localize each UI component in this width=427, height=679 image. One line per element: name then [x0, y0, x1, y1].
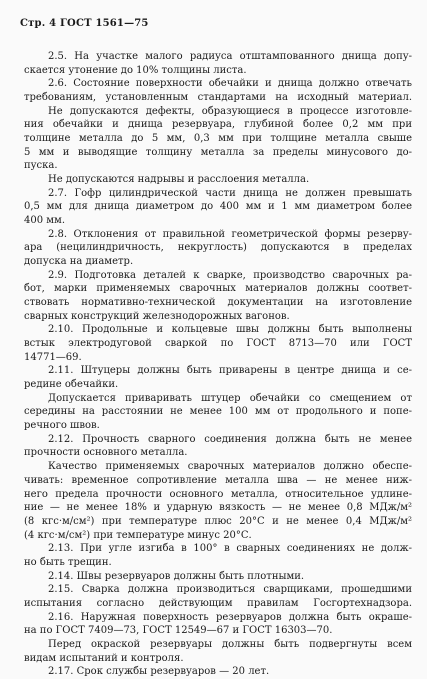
text-line: 2.15. Сварка должна производиться сварщиками, прошедшими	[48, 584, 412, 596]
text-line: 2.9. Подготовка деталей к сварке, производство сварочных ра-	[48, 269, 412, 281]
text-line: на по ГОСТ 7409—73, ГОСТ 12549—67 и ГОСТ 16303—70.	[24, 625, 333, 637]
text-line: сварных конструкций железнодорожных вагонов.	[24, 310, 290, 322]
text-line: (8 кгс·м/см²) при температуре плюс 20°С и не менее 0,4 МДж/м²	[24, 515, 412, 527]
text-line: пуска.	[24, 160, 58, 172]
text-line: скается утонение до 10% толщины листа.	[24, 64, 247, 76]
text-line: 5 мм и выводящие толщину металла за пределы минусового до-	[24, 146, 412, 158]
text-line: Качество применяемых сварочных материалов должно обеспе-	[48, 461, 412, 473]
text-line: требованиям, установленным стандартами на исходный материал.	[24, 92, 412, 104]
text-line: чивать: временное сопротивление металла шва — не менее ниж-	[24, 474, 412, 486]
text-line: 2.10. Продольные и кольцевые швы должны быть выполнены	[48, 324, 412, 336]
text-line: 400 мм.	[24, 215, 66, 227]
text-line: 2.16. Наружная поверхность резервуаров должна быть окраше-	[48, 611, 412, 623]
document-body	[24, 50, 412, 679]
text-line: ара (нецилиндричность, некруглость) допускаются в пределах	[24, 242, 412, 254]
text-line: толщине металла до 5 мм, 0,3 мм при толщине металла свыше	[24, 133, 412, 145]
text-line: Допускается приваривать штуцер обечайки со смещением от	[48, 392, 412, 404]
text-line: речного швов.	[24, 420, 100, 432]
text-line: 2.8. Отклонения от правильной геометрической формы резерву-	[48, 228, 412, 240]
text-line: 2.11. Штуцеры должны быть приварены в центре днища и се-	[48, 365, 412, 377]
text-line: испытания согласно действующим правилам Госгортехнадзора.	[24, 597, 412, 609]
text-line: видам испытаний и контроля.	[24, 652, 184, 664]
text-line: прочности основного металла.	[24, 447, 188, 459]
text-line: 2.17. Срок службы резервуаров — 20 лет.	[48, 666, 270, 678]
text-line: бот, марки применяемых сварочных материалов должны соответ-	[24, 283, 412, 295]
text-line: ствовать нормативно-технической документации на изготовление	[24, 297, 412, 309]
text-line: допуска на диаметр.	[24, 256, 134, 268]
text-line: 0,5 мм для днища диаметром до 400 мм и 1 мм диаметром более	[24, 201, 412, 213]
text-line: 14771—69.	[24, 351, 82, 363]
text-line: (4 кгс·м/см²) при температуре минус 20°С.	[24, 529, 252, 541]
text-line: ние — не менее 18% и ударную вязкость — не менее 0,8 МДж/м²	[24, 502, 412, 514]
text-line: Не допускаются дефекты, образующиеся в процессе изготовле-	[48, 105, 412, 117]
text-line: Перед окраской резервуары должны быть подвергнуты всем	[48, 638, 412, 650]
page-header: Стр. 4 ГОСТ 1561—75	[20, 18, 149, 29]
text-line: 2.14. Швы резервуаров должны быть плотными.	[48, 570, 305, 582]
text-line: середины на расстоянии не менее 100 мм от продольного и попе-	[24, 406, 412, 418]
text-line: Не допускаются надрывы и расслоения металла.	[48, 174, 310, 186]
text-line: 2.5. На участке малого радиуса отштампованного днища допу-	[48, 51, 412, 62]
text-line: ния обечайки и днища резервуара, глубиной более 0,2 мм при	[24, 119, 412, 131]
text-line: 2.6. Состояние поверхности обечайки и днища должно отвечать	[48, 78, 412, 90]
text-line: 2.7. Гофр цилиндрической части днища не должен превышать	[48, 187, 412, 199]
text-line: него предела прочности основного металла, относительное удлине-	[24, 488, 412, 500]
text-line: редине обечайки.	[24, 379, 119, 391]
text-line: встык электродуговой сваркой по ГОСТ 8713—70 или ГОСТ	[24, 338, 412, 350]
text-line: 2.12. Прочность сварного соединения должна быть не менее	[48, 433, 412, 445]
text-line: 2.13. При угле изгиба в 100° в сварных соединениях не долж-	[48, 543, 412, 555]
text-line: но быть трещин.	[24, 556, 112, 568]
